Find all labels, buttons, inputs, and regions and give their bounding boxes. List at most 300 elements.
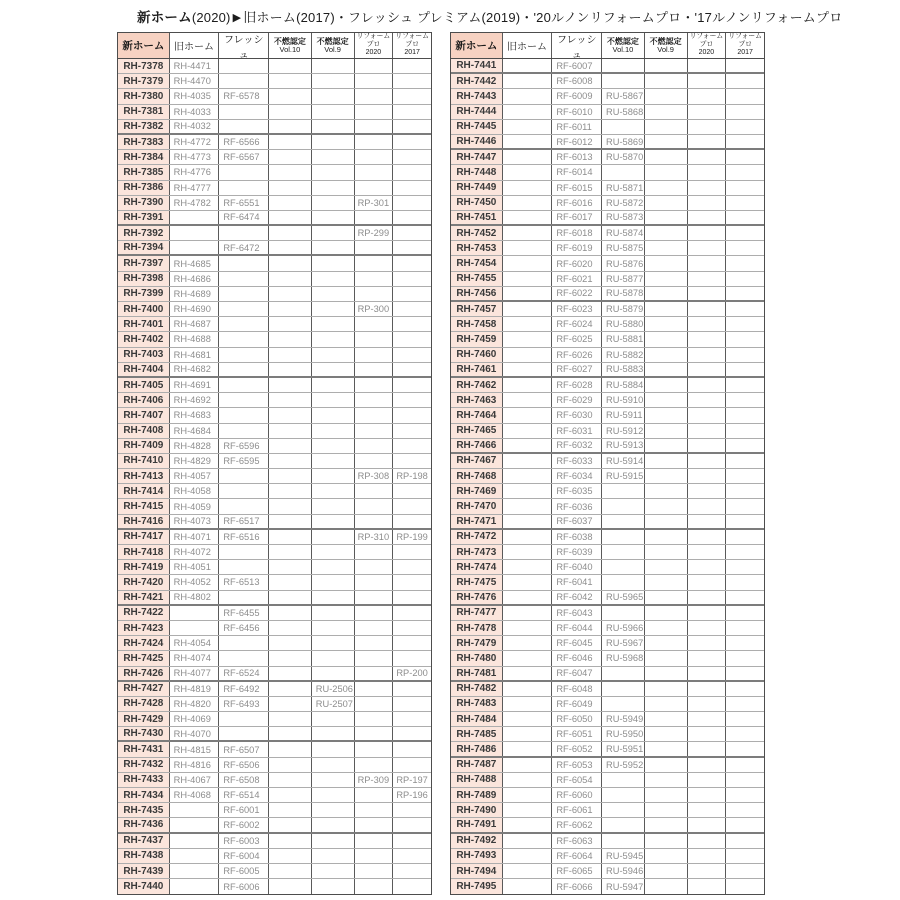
cell-old-home [503, 302, 553, 316]
header-row [451, 33, 764, 59]
cell-new-home: RH-7413 [118, 469, 170, 483]
cell-new-home: RH-7417 [118, 530, 170, 544]
cell-funen-vol10: RU-5915 [602, 469, 645, 483]
table-row [118, 89, 431, 104]
cell-funen-vol9 [312, 818, 355, 831]
cell-funen-vol10 [269, 727, 312, 740]
cell-funen-vol10: RU-5868 [602, 105, 645, 119]
cell-old-home: RH-4681 [170, 348, 220, 362]
cell-reform-pro-2020 [355, 682, 394, 696]
cell-reform-pro-2017 [726, 864, 764, 878]
cell-funen-vol10 [602, 834, 645, 848]
cell-funen-vol9 [312, 59, 355, 73]
cell-new-home: RH-7461 [451, 363, 503, 376]
cell-fresh: RF-6016 [552, 196, 602, 210]
table-row [451, 864, 764, 879]
cell-old-home [503, 575, 553, 589]
cell-new-home: RH-7431 [118, 742, 170, 756]
cell-new-home: RH-7406 [118, 393, 170, 407]
table-row [118, 181, 431, 196]
cell-reform-pro-2017 [393, 105, 431, 119]
cell-reform-pro-2020 [355, 697, 394, 711]
cell-old-home: RH-4815 [170, 742, 220, 756]
cell-funen-vol9 [645, 499, 688, 513]
cell-fresh [219, 378, 269, 392]
cell-new-home: RH-7495 [451, 879, 503, 894]
cell-old-home: RH-4471 [170, 59, 220, 73]
cell-new-home: RH-7422 [118, 606, 170, 620]
table-row [118, 256, 431, 271]
cell-reform-pro-2020 [355, 818, 394, 831]
cell-old-home [170, 803, 220, 817]
cell-funen-vol10 [269, 287, 312, 301]
cell-funen-vol10 [269, 712, 312, 726]
cell-new-home: RH-7402 [118, 332, 170, 346]
cell-reform-pro-2017 [393, 484, 431, 498]
cell-funen-vol10 [269, 378, 312, 392]
table-row [118, 484, 431, 499]
cell-new-home: RH-7491 [451, 818, 503, 831]
cell-funen-vol10 [269, 560, 312, 574]
table-row [118, 788, 431, 803]
cell-reform-pro-2020 [355, 667, 394, 680]
cell-funen-vol10 [269, 165, 312, 179]
cell-funen-vol9 [645, 454, 688, 468]
cell-new-home: RH-7434 [118, 788, 170, 802]
cell-funen-vol10 [602, 515, 645, 528]
table-row [451, 484, 764, 499]
cell-reform-pro-2017 [726, 515, 764, 528]
cell-reform-pro-2017 [393, 682, 431, 696]
cell-fresh: RF-6015 [552, 181, 602, 195]
table-row [118, 302, 431, 317]
cell-reform-pro-2020 [688, 454, 727, 468]
cell-reform-pro-2017 [393, 59, 431, 73]
cell-funen-vol10: RU-5950 [602, 727, 645, 741]
cell-reform-pro-2020 [688, 272, 727, 286]
cell-reform-pro-2020 [355, 560, 394, 574]
cell-reform-pro-2020 [688, 226, 727, 240]
cell-fresh: RF-6513 [219, 575, 269, 589]
cell-new-home: RH-7492 [451, 834, 503, 848]
table-row [451, 454, 764, 469]
table-row [451, 226, 764, 241]
cell-new-home: RH-7433 [118, 773, 170, 787]
table-row [451, 378, 764, 393]
column-header-funen-vol10: 不燃認定 Vol.10 [602, 33, 645, 58]
table-row [118, 135, 431, 150]
cell-funen-vol10 [269, 135, 312, 149]
cell-reform-pro-2020 [355, 393, 394, 407]
cell-reform-pro-2017 [393, 864, 431, 878]
table-row [118, 636, 431, 651]
cell-reform-pro-2020 [688, 515, 727, 528]
cell-new-home: RH-7405 [118, 378, 170, 392]
cell-funen-vol10 [269, 256, 312, 270]
cell-reform-pro-2017 [393, 758, 431, 772]
table-row [118, 150, 431, 165]
cell-reform-pro-2020 [355, 803, 394, 817]
cell-reform-pro-2017 [393, 196, 431, 210]
cell-old-home [503, 545, 553, 559]
cell-new-home: RH-7400 [118, 302, 170, 316]
cell-reform-pro-2020 [355, 864, 394, 878]
cell-new-home: RH-7426 [118, 667, 170, 680]
cell-funen-vol9 [312, 332, 355, 346]
cell-reform-pro-2017 [726, 272, 764, 286]
cell-new-home: RH-7386 [118, 181, 170, 195]
cell-fresh [219, 256, 269, 270]
cell-funen-vol10: RU-5879 [602, 302, 645, 316]
cell-reform-pro-2017 [393, 363, 431, 376]
cell-old-home [503, 439, 553, 452]
cell-reform-pro-2017 [726, 424, 764, 438]
cell-funen-vol10 [269, 834, 312, 848]
cell-new-home: RH-7441 [451, 59, 503, 72]
table-row [451, 181, 764, 196]
cell-old-home [503, 849, 553, 863]
cell-funen-vol9 [645, 348, 688, 362]
cell-old-home [170, 834, 220, 848]
cell-funen-vol9 [312, 484, 355, 498]
cell-reform-pro-2017 [393, 120, 431, 133]
cell-fresh [219, 591, 269, 604]
cell-reform-pro-2017 [393, 515, 431, 528]
cell-funen-vol9 [645, 272, 688, 286]
cell-reform-pro-2020 [688, 864, 727, 878]
cell-funen-vol9 [645, 408, 688, 422]
cell-new-home: RH-7383 [118, 135, 170, 149]
cell-fresh: RF-6006 [219, 879, 269, 894]
cell-reform-pro-2020 [688, 393, 727, 407]
cell-funen-vol9 [645, 332, 688, 346]
table-row [451, 788, 764, 803]
cell-funen-vol10: RU-5966 [602, 621, 645, 635]
cell-old-home [503, 803, 553, 817]
cell-reform-pro-2020 [355, 135, 394, 149]
cell-reform-pro-2017 [393, 393, 431, 407]
cell-reform-pro-2020 [688, 408, 727, 422]
cell-reform-pro-2020 [688, 469, 727, 483]
table-row [451, 712, 764, 727]
cell-old-home: RH-4033 [170, 105, 220, 119]
cell-old-home [503, 424, 553, 438]
table-row [451, 317, 764, 332]
table-row [451, 606, 764, 621]
cell-fresh: RF-6032 [552, 439, 602, 452]
cell-funen-vol10: RU-5880 [602, 317, 645, 331]
cell-funen-vol9 [312, 636, 355, 650]
cell-funen-vol10 [602, 667, 645, 680]
cell-funen-vol9 [312, 348, 355, 362]
cell-fresh: RF-6493 [219, 697, 269, 711]
cell-reform-pro-2017 [393, 302, 431, 316]
cell-funen-vol10 [269, 363, 312, 376]
cell-funen-vol9 [645, 697, 688, 711]
cell-funen-vol9 [645, 211, 688, 224]
cell-reform-pro-2020 [688, 560, 727, 574]
cell-old-home [503, 758, 553, 772]
cell-reform-pro-2020 [688, 89, 727, 103]
cell-reform-pro-2020 [688, 74, 727, 88]
cell-fresh: RF-6066 [552, 879, 602, 894]
cell-funen-vol10 [269, 469, 312, 483]
cell-new-home: RH-7380 [118, 89, 170, 103]
table-row [451, 742, 764, 757]
arrow-right-icon: ▶ [232, 12, 242, 24]
cell-funen-vol9 [312, 606, 355, 620]
cell-new-home: RH-7490 [451, 803, 503, 817]
cell-fresh: RF-6011 [552, 120, 602, 134]
table-row [451, 682, 764, 697]
cell-reform-pro-2017 [726, 348, 764, 362]
cell-reform-pro-2020 [355, 849, 394, 863]
cell-old-home [503, 636, 553, 650]
cell-reform-pro-2020 [355, 621, 394, 635]
cell-reform-pro-2020 [688, 181, 727, 195]
cell-funen-vol10 [602, 59, 645, 72]
cell-new-home: RH-7466 [451, 439, 503, 452]
cell-funen-vol9 [645, 773, 688, 787]
cell-old-home [503, 241, 553, 255]
table-row [118, 317, 431, 332]
table-row [451, 272, 764, 287]
cell-fresh: RF-6492 [219, 682, 269, 696]
cell-fresh: RF-6065 [552, 864, 602, 878]
cell-old-home [503, 120, 553, 134]
cell-reform-pro-2020 [355, 788, 394, 802]
cell-funen-vol10 [602, 575, 645, 589]
cell-reform-pro-2017 [726, 165, 764, 179]
cell-reform-pro-2017 [726, 439, 764, 452]
cell-funen-vol10: RU-5914 [602, 454, 645, 468]
cell-funen-vol10 [602, 803, 645, 817]
cell-new-home: RH-7421 [118, 591, 170, 604]
cell-funen-vol10 [602, 682, 645, 696]
cell-new-home: RH-7419 [118, 560, 170, 574]
cell-reform-pro-2017 [726, 682, 764, 696]
cell-fresh [219, 287, 269, 301]
cell-new-home: RH-7484 [451, 712, 503, 726]
cell-new-home: RH-7428 [118, 697, 170, 711]
cell-old-home [503, 530, 553, 544]
cell-old-home [503, 499, 553, 513]
cell-reform-pro-2020 [688, 773, 727, 787]
cell-reform-pro-2017 [393, 636, 431, 650]
cell-fresh [219, 560, 269, 574]
cell-funen-vol10: RU-5951 [602, 742, 645, 755]
cell-funen-vol10: RU-5911 [602, 408, 645, 422]
cell-funen-vol10 [269, 424, 312, 438]
cell-old-home: RH-4074 [170, 651, 220, 665]
cell-reform-pro-2017 [393, 272, 431, 286]
cell-funen-vol10 [602, 788, 645, 802]
cell-funen-vol9 [645, 515, 688, 528]
cell-fresh: RF-6008 [552, 74, 602, 88]
cell-reform-pro-2017 [726, 742, 764, 755]
cell-old-home [503, 773, 553, 787]
cell-fresh: RF-6064 [552, 849, 602, 863]
cell-reform-pro-2017 [726, 727, 764, 741]
cell-reform-pro-2017 [393, 287, 431, 301]
cell-fresh: RF-6035 [552, 484, 602, 498]
cell-reform-pro-2017 [393, 256, 431, 270]
cell-fresh [219, 408, 269, 422]
cell-new-home: RH-7487 [451, 758, 503, 772]
cell-new-home: RH-7460 [451, 348, 503, 362]
cell-reform-pro-2017 [393, 727, 431, 740]
table-row [118, 545, 431, 560]
table-row [118, 241, 431, 256]
cell-old-home: RH-4683 [170, 408, 220, 422]
table-row [451, 363, 764, 378]
cell-funen-vol9 [645, 317, 688, 331]
cell-reform-pro-2017 [393, 89, 431, 103]
cell-reform-pro-2020 [688, 834, 727, 848]
table-row [118, 667, 431, 682]
table-row [451, 591, 764, 606]
cell-reform-pro-2017 [393, 499, 431, 513]
table-row [118, 651, 431, 666]
cell-reform-pro-2017 [726, 105, 764, 119]
cell-new-home: RH-7464 [451, 408, 503, 422]
cell-funen-vol9 [312, 165, 355, 179]
cell-reform-pro-2020 [688, 317, 727, 331]
cell-old-home [503, 165, 553, 179]
cell-fresh: RF-6049 [552, 697, 602, 711]
cell-reform-pro-2020 [355, 378, 394, 392]
table-row [118, 332, 431, 347]
cell-fresh: RF-6039 [552, 545, 602, 559]
cell-funen-vol9 [312, 712, 355, 726]
table-row [118, 378, 431, 393]
cell-reform-pro-2017 [726, 879, 764, 894]
cell-reform-pro-2017 [393, 454, 431, 468]
cell-funen-vol10 [269, 74, 312, 88]
cell-funen-vol10 [269, 439, 312, 453]
cell-funen-vol10 [269, 879, 312, 894]
cell-old-home [503, 834, 553, 848]
cell-new-home: RH-7469 [451, 484, 503, 498]
cell-reform-pro-2020 [688, 818, 727, 831]
column-header-reform-pro-2017: リフォームプロ 2017 [395, 33, 429, 57]
cell-funen-vol10 [602, 499, 645, 513]
cell-new-home: RH-7446 [451, 135, 503, 148]
cell-funen-vol9 [312, 499, 355, 513]
cell-reform-pro-2020 [355, 241, 394, 254]
cell-old-home: RH-4686 [170, 272, 220, 286]
cell-reform-pro-2020 [355, 454, 394, 468]
cell-fresh: RF-6514 [219, 788, 269, 802]
cell-funen-vol9 [645, 651, 688, 665]
cell-fresh: RF-6033 [552, 454, 602, 468]
cell-funen-vol10: RU-5884 [602, 378, 645, 392]
cell-funen-vol10 [269, 515, 312, 528]
cell-funen-vol9 [312, 135, 355, 149]
table-row [118, 803, 431, 818]
cell-funen-vol9 [312, 788, 355, 802]
cell-reform-pro-2020 [688, 803, 727, 817]
cell-old-home [503, 150, 553, 164]
cell-old-home: RH-4819 [170, 682, 220, 696]
cell-funen-vol9 [312, 424, 355, 438]
cell-new-home: RH-7408 [118, 424, 170, 438]
cell-reform-pro-2020 [355, 332, 394, 346]
cell-funen-vol9 [312, 742, 355, 756]
cell-fresh: RF-6054 [552, 773, 602, 787]
table-row [451, 575, 764, 590]
cell-reform-pro-2020 [355, 74, 394, 88]
cell-reform-pro-2020 [688, 727, 727, 741]
cell-funen-vol9 [645, 834, 688, 848]
cell-funen-vol10 [602, 560, 645, 574]
cell-funen-vol9 [645, 363, 688, 376]
cell-old-home: RH-4829 [170, 454, 220, 468]
cell-funen-vol10 [269, 530, 312, 544]
cell-funen-vol9 [312, 89, 355, 103]
column-header-reform-pro-2017: リフォームプロ 2017 [728, 33, 762, 57]
cell-fresh: RF-6508 [219, 773, 269, 787]
table-row [118, 575, 431, 590]
cell-reform-pro-2017 [726, 332, 764, 346]
cell-funen-vol9 [645, 727, 688, 741]
cell-funen-vol9 [645, 636, 688, 650]
cell-fresh: RF-6025 [552, 332, 602, 346]
cell-old-home [503, 469, 553, 483]
table-row [451, 196, 764, 211]
cell-reform-pro-2020 [355, 59, 394, 73]
cell-funen-vol10 [269, 818, 312, 831]
cell-old-home [503, 606, 553, 620]
cell-reform-pro-2020 [688, 697, 727, 711]
table-row [118, 439, 431, 454]
cell-fresh: RF-6052 [552, 742, 602, 755]
cell-reform-pro-2020: RP-300 [355, 302, 394, 316]
cell-reform-pro-2017 [726, 181, 764, 195]
cell-old-home [170, 879, 220, 894]
cell-old-home [503, 211, 553, 224]
cell-funen-vol10 [269, 150, 312, 164]
cell-funen-vol10 [269, 317, 312, 331]
table-row [451, 241, 764, 256]
cell-fresh: RF-6062 [552, 818, 602, 831]
cell-new-home: RH-7494 [451, 864, 503, 878]
cell-funen-vol10 [269, 621, 312, 635]
cell-reform-pro-2020 [355, 758, 394, 772]
cell-new-home: RH-7407 [118, 408, 170, 422]
cell-fresh: RF-6041 [552, 575, 602, 589]
cell-new-home: RH-7404 [118, 363, 170, 376]
cell-old-home: RH-4072 [170, 545, 220, 559]
cell-fresh [219, 59, 269, 73]
cell-reform-pro-2020 [688, 667, 727, 680]
cell-old-home [503, 864, 553, 878]
table-row [118, 393, 431, 408]
cell-reform-pro-2017 [393, 165, 431, 179]
cell-funen-vol9 [312, 74, 355, 88]
cell-fresh [219, 484, 269, 498]
table-row [118, 226, 431, 241]
cell-fresh [219, 120, 269, 133]
cell-old-home: RH-4068 [170, 788, 220, 802]
cell-old-home [503, 454, 553, 468]
cell-reform-pro-2020 [688, 742, 727, 755]
cell-reform-pro-2017 [393, 211, 431, 224]
cell-reform-pro-2020 [688, 241, 727, 255]
cell-fresh [219, 348, 269, 362]
cell-reform-pro-2017 [726, 196, 764, 210]
table-row [451, 150, 764, 165]
